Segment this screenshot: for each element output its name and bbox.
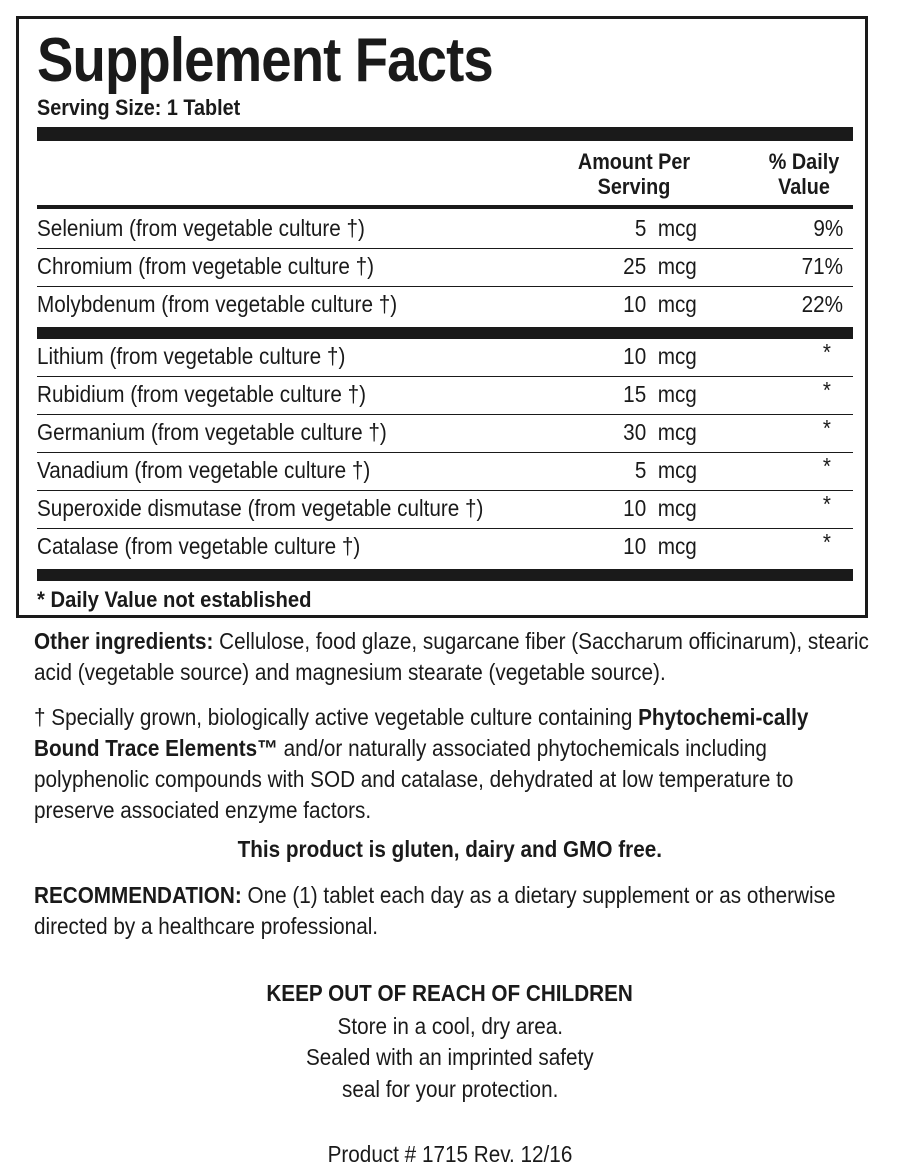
nutrient-name: Rubidium (from vegetable culture †) — [37, 381, 367, 407]
dagger-note-text-before: † Specially grown, biologically active vegetable culture containing — [34, 704, 639, 730]
table-row — [37, 491, 853, 529]
table-row — [37, 211, 853, 249]
nutrient-name: Superoxide dismutase (from vegetable culture †) — [37, 495, 484, 521]
table-row — [37, 415, 853, 453]
other-ingredients — [34, 626, 871, 688]
other-ingredients-label: Other ingredients: — [34, 628, 214, 654]
nutrient-name: Selenium (from vegetable culture †) — [37, 215, 365, 241]
nutrient-amount: 10 mcg — [623, 495, 697, 521]
storage-text: Store in a cool, dry area. — [337, 1013, 563, 1039]
seal-note-line-2 — [0, 1076, 900, 1103]
table-row — [37, 249, 853, 287]
product-number — [0, 1141, 900, 1168]
dagger-note-bold: Phytochemi-cally Bound Trace Elements™ — [34, 704, 809, 761]
other-ingredients-text: Cellulose, food glaze, sugarcane fiber (Saccharum officinarum), stearic acid (vegetable source) and magnesium stearate (vegetable source). — [34, 628, 869, 685]
nutrient-daily-value: * — [822, 339, 831, 365]
nutrient-name: Chromium (from vegetable culture †) — [37, 253, 375, 279]
column-header-daily-value — [746, 149, 863, 199]
dagger-note-text-after: and/or naturally associated phytochemicals including polyphenolic compounds with SOD and catalase, dehydrated at low temperature to preserve associated enzyme factors. — [34, 735, 794, 823]
nutrient-amount: 25 mcg — [623, 253, 697, 279]
nutrient-daily-value: * — [822, 491, 831, 517]
middle-divider-bar — [37, 327, 853, 339]
top-divider-bar — [37, 127, 853, 141]
recommendation — [34, 880, 871, 942]
nutrient-name: Molybdenum (from vegetable culture †) — [37, 291, 398, 317]
seal-note-line-1 — [0, 1044, 900, 1071]
nutrient-daily-value: 9% — [813, 215, 843, 241]
nutrient-amount: 15 mcg — [623, 381, 697, 407]
table-row — [37, 529, 853, 567]
warning-heading — [0, 980, 900, 1007]
nutrient-daily-value: * — [822, 529, 831, 555]
nutrient-amount: 10 mcg — [623, 343, 697, 369]
nutrient-amount: 10 mcg — [623, 291, 697, 317]
daily-value-footnote: * Daily Value not established — [37, 587, 312, 612]
bottom-divider-bar — [37, 569, 853, 581]
dagger-footnote — [34, 702, 871, 826]
warning-text: KEEP OUT OF REACH OF CHILDREN — [266, 980, 634, 1006]
serving-size: Serving Size: 1 Tablet — [37, 95, 241, 120]
nutrient-daily-value: * — [822, 453, 831, 479]
recommendation-label: RECOMMENDATION: — [34, 882, 242, 908]
nutrient-daily-value: 71% — [801, 253, 843, 279]
header-divider — [37, 205, 853, 209]
column-header-amount-text: Amount Per Serving — [577, 149, 691, 199]
nutrient-name: Catalase (from vegetable culture †) — [37, 533, 361, 559]
nutrient-name: Lithium (from vegetable culture †) — [37, 343, 346, 369]
table-row — [37, 453, 853, 491]
supplement-facts-panel — [16, 16, 868, 618]
nutrient-daily-value: 22% — [801, 291, 843, 317]
table-row — [37, 287, 853, 325]
nutrient-amount: 5 mcg — [634, 457, 697, 483]
nutrient-amount: 5 mcg — [634, 215, 697, 241]
nutrient-amount: 10 mcg — [623, 533, 697, 559]
nutrient-daily-value: * — [822, 415, 831, 441]
table-row — [37, 339, 853, 377]
product-number-text: Product # 1715 Rev. 12/16 — [327, 1141, 573, 1167]
nutrient-name: Vanadium (from vegetable culture †) — [37, 457, 371, 483]
allergen-statement-text: This product is gluten, dairy and GMO free. — [237, 836, 663, 862]
recommendation-text: One (1) tablet each day as a dietary supplement or as otherwise directed by a healthcare professional. — [34, 882, 836, 939]
seal-text-1: Sealed with an imprinted safety — [306, 1044, 594, 1070]
panel-title: Supplement Facts — [37, 26, 493, 95]
nutrient-daily-value: * — [822, 377, 831, 403]
seal-text-2: seal for your protection. — [341, 1076, 559, 1102]
storage-instruction — [0, 1013, 900, 1040]
column-header-dv-text: % Daily Value — [768, 149, 840, 199]
allergen-statement — [0, 836, 900, 863]
nutrient-name: Germanium (from vegetable culture †) — [37, 419, 387, 445]
nutrient-amount: 30 mcg — [623, 419, 697, 445]
table-row — [37, 377, 853, 415]
column-header-amount — [558, 149, 711, 199]
